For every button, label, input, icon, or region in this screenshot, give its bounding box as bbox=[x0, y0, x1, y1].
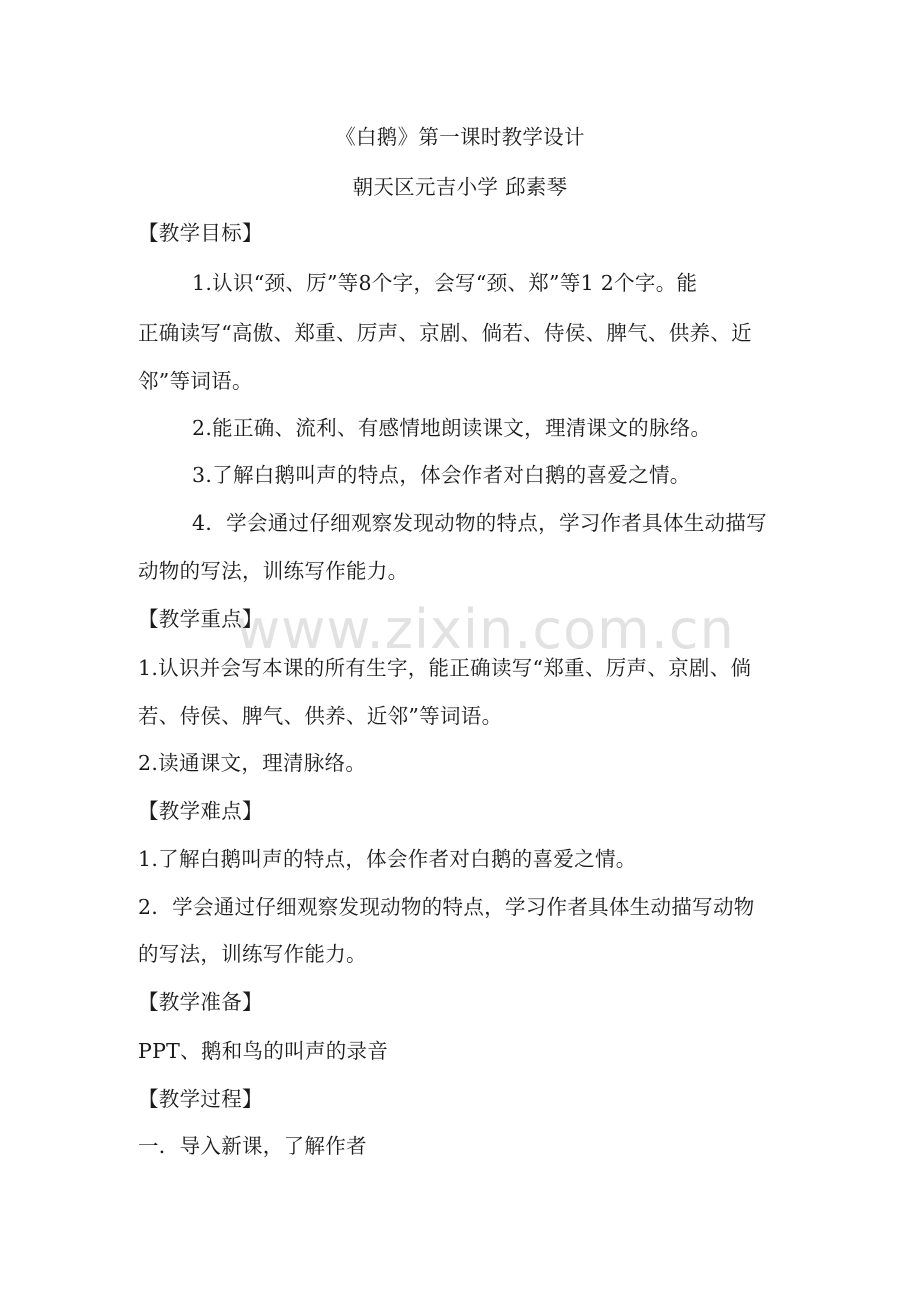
objective-2: 2.能正确、流利、有感情地朗读课文，理清课文的脉络。 bbox=[192, 416, 712, 440]
preparation-heading: 【教学准备】 bbox=[138, 990, 263, 1014]
key-points-heading: 【教学重点】 bbox=[138, 607, 263, 631]
difficulty-2-line-1: 2．学会通过仔细观察发现动物的特点，学习作者具体生动描写动物 bbox=[138, 895, 755, 919]
key-point-2: 2.读通课文，理清脉络。 bbox=[138, 751, 367, 775]
objective-1-line-2: 正确读写“高傲、郑重、厉声、京剧、倘若、侍侯、脾气、供养、近 bbox=[138, 321, 752, 345]
difficulty-2-line-2: 的写法，训练写作能力。 bbox=[138, 942, 367, 966]
objective-4-line-1: 4．学会通过仔细观察发现动物的特点，学习作者具体生动描写 bbox=[192, 511, 767, 535]
objective-4-line-2: 动物的写法，训练写作能力。 bbox=[138, 559, 409, 583]
key-point-1-line-1: 1.认识并会写本课的所有生字，能正确读写“郑重、厉声、京剧、倘 bbox=[138, 656, 752, 680]
difficulties-heading: 【教学难点】 bbox=[138, 799, 263, 823]
preparation-text: PPT、鹅和鸟的叫声的录音 bbox=[138, 1039, 389, 1063]
process-step-1: 一．导入新课，了解作者 bbox=[138, 1134, 367, 1158]
difficulty-1: 1.了解白鹅叫声的特点，体会作者对白鹅的喜爱之情。 bbox=[138, 847, 637, 871]
key-point-1-line-2: 若、侍侯、脾气、供养、近邻”等词语。 bbox=[138, 704, 503, 728]
objective-3: 3.了解白鹅叫声的特点，体会作者对白鹅的喜爱之情。 bbox=[192, 463, 691, 487]
objective-1-line-1: 1.认识“颈、厉”等8个字，会写“颈、郑”等1 2个字。能 bbox=[192, 271, 698, 295]
author-line: 朝天区元吉小学 邱素琴 bbox=[352, 175, 568, 199]
objective-1-line-3: 邻”等词语。 bbox=[138, 369, 253, 393]
document-title: 《白鹅》第一课时教学设计 bbox=[335, 125, 585, 149]
objectives-heading: 【教学目标】 bbox=[138, 221, 263, 245]
watermark: www.zixin.com.cn bbox=[236, 598, 735, 661]
process-heading: 【教学过程】 bbox=[138, 1087, 263, 1111]
